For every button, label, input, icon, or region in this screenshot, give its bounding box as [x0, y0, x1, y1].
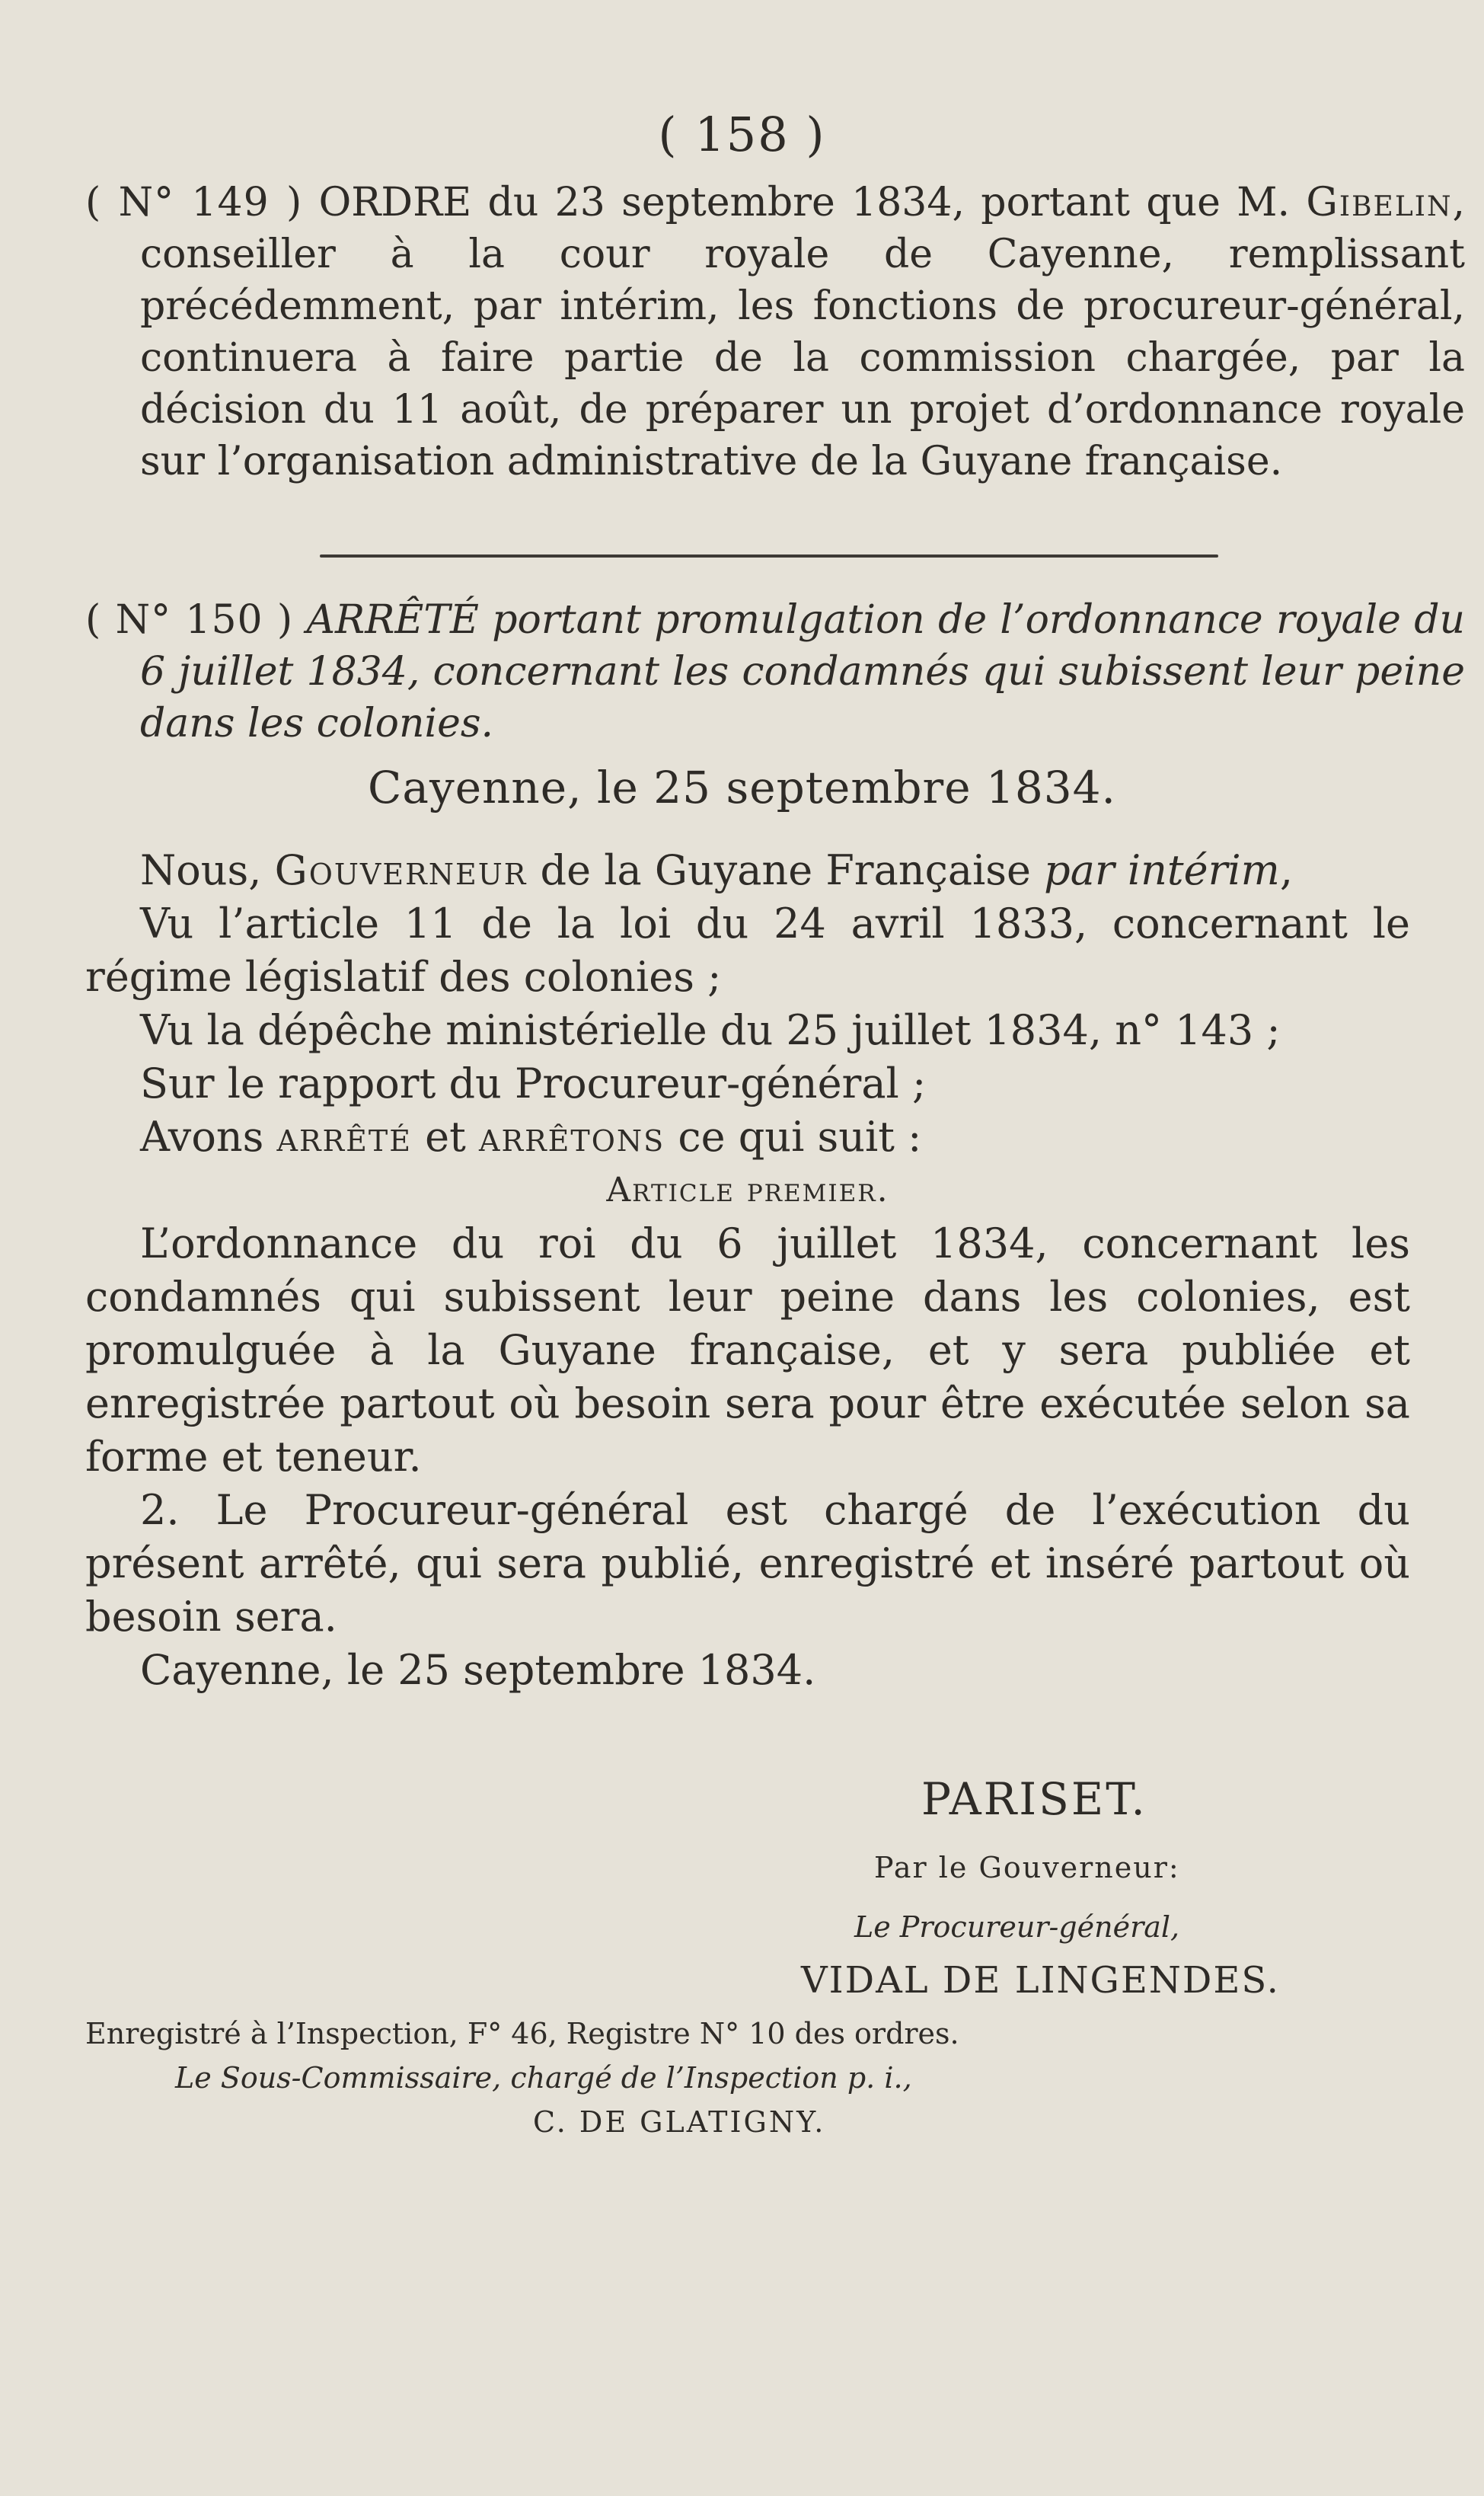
- procureur-title: Le Procureur-général,: [854, 1910, 1180, 1944]
- arrete-150-heading: ARRÊTÉ: [306, 597, 479, 643]
- order-149-text-after: , conseiller à la cour royale de Cayenne, remplissant précédemment, par intérim, les fonctions de procureur-général, continuera à faire partie de la commission chargée, par la décision du 11 août, de préparer un projet d’ordonnance royale sur l’organisation administrative de la Guyane française.: [140, 180, 1465, 484]
- signature-pariset: PARISET.: [921, 1773, 1147, 1825]
- par-le-gouverneur: Par le Gouverneur:: [874, 1851, 1180, 1884]
- avons-arretons-caps: arrêtons: [479, 1113, 665, 1161]
- order-149: [85, 177, 1465, 487]
- sous-commissaire-name: C. DE GLATIGNY.: [533, 2105, 826, 2139]
- avons-text-b: et: [425, 1113, 466, 1161]
- avons-arrete-caps: arrêté: [276, 1113, 412, 1161]
- article-heading: Article premier.: [606, 1171, 889, 1210]
- order-149-number: ( N° 149 ): [85, 180, 303, 225]
- intro-end: ,: [1279, 846, 1294, 894]
- intro-text-b: de la Guyane Française: [540, 846, 1031, 894]
- procureur-name: VIDAL DE LINGENDES.: [801, 1959, 1280, 2002]
- sous-commissaire: Le Sous-Commissaire, chargé de l’Inspection p. i.,: [175, 2061, 912, 2095]
- registration-line: Enregistré à l’Inspection, F° 46, Registre N° 10 des ordres.: [85, 2017, 959, 2050]
- sur-rapport: Sur le rapport du Procureur-général ;: [140, 1059, 927, 1107]
- page-number: ( 158 ): [658, 107, 826, 162]
- vu-depeche: Vu la dépêche ministérielle du 25 juillet 1834, n° 143 ;: [140, 1006, 1281, 1054]
- arrete-150-title: [85, 594, 1465, 749]
- order-149-name: Gibelin: [1306, 180, 1453, 225]
- closing-date: Cayenne, le 25 septembre 1834.: [140, 1646, 816, 1694]
- arrete-dateline: Cayenne, le 25 septembre 1834.: [367, 762, 1116, 813]
- section-divider: [320, 554, 1218, 558]
- intro-par-interim: par intérim: [1044, 846, 1280, 894]
- arrete-body: [85, 844, 1410, 1697]
- intro-text-a: Nous,: [140, 846, 262, 894]
- article-2: 2. Le Procureur-général est chargé de l’exécution du présent arrêté, qui sera publié, enregistré et inséré partout où besoin sera.: [85, 1486, 1410, 1641]
- arrete-150-number: ( N° 150 ): [85, 597, 294, 643]
- order-149-heading: ORDRE: [318, 180, 472, 225]
- arrete-150-title-text: portant promulgation de l’ordonnance royale du 6 juillet 1834, concernant les condamnés qui subissent leur peine dans les colonies.: [140, 597, 1466, 746]
- avons-text-c: ce qui suit :: [678, 1113, 922, 1161]
- avons-arrete: [85, 1111, 1410, 1164]
- intro-governor: Gouverneur: [274, 846, 528, 894]
- intro-paragraph: [85, 844, 1410, 897]
- vu-article: Vu l’article 11 de la loi du 24 avril 1833, concernant le régime législatif des colonies ;: [85, 900, 1410, 1001]
- order-149-text-before: du 23 septembre 1834, portant que M.: [487, 180, 1291, 225]
- article-1: L’ordonnance du roi du 6 juillet 1834, concernant les condamnés qui subissent leur peine dans les colonies, est promulguée à la Guyane française, et y sera publiée et enregistrée partout où besoin sera pour être exécutée selon sa forme et teneur.: [85, 1219, 1410, 1481]
- avons-text-a: Avons: [140, 1113, 264, 1161]
